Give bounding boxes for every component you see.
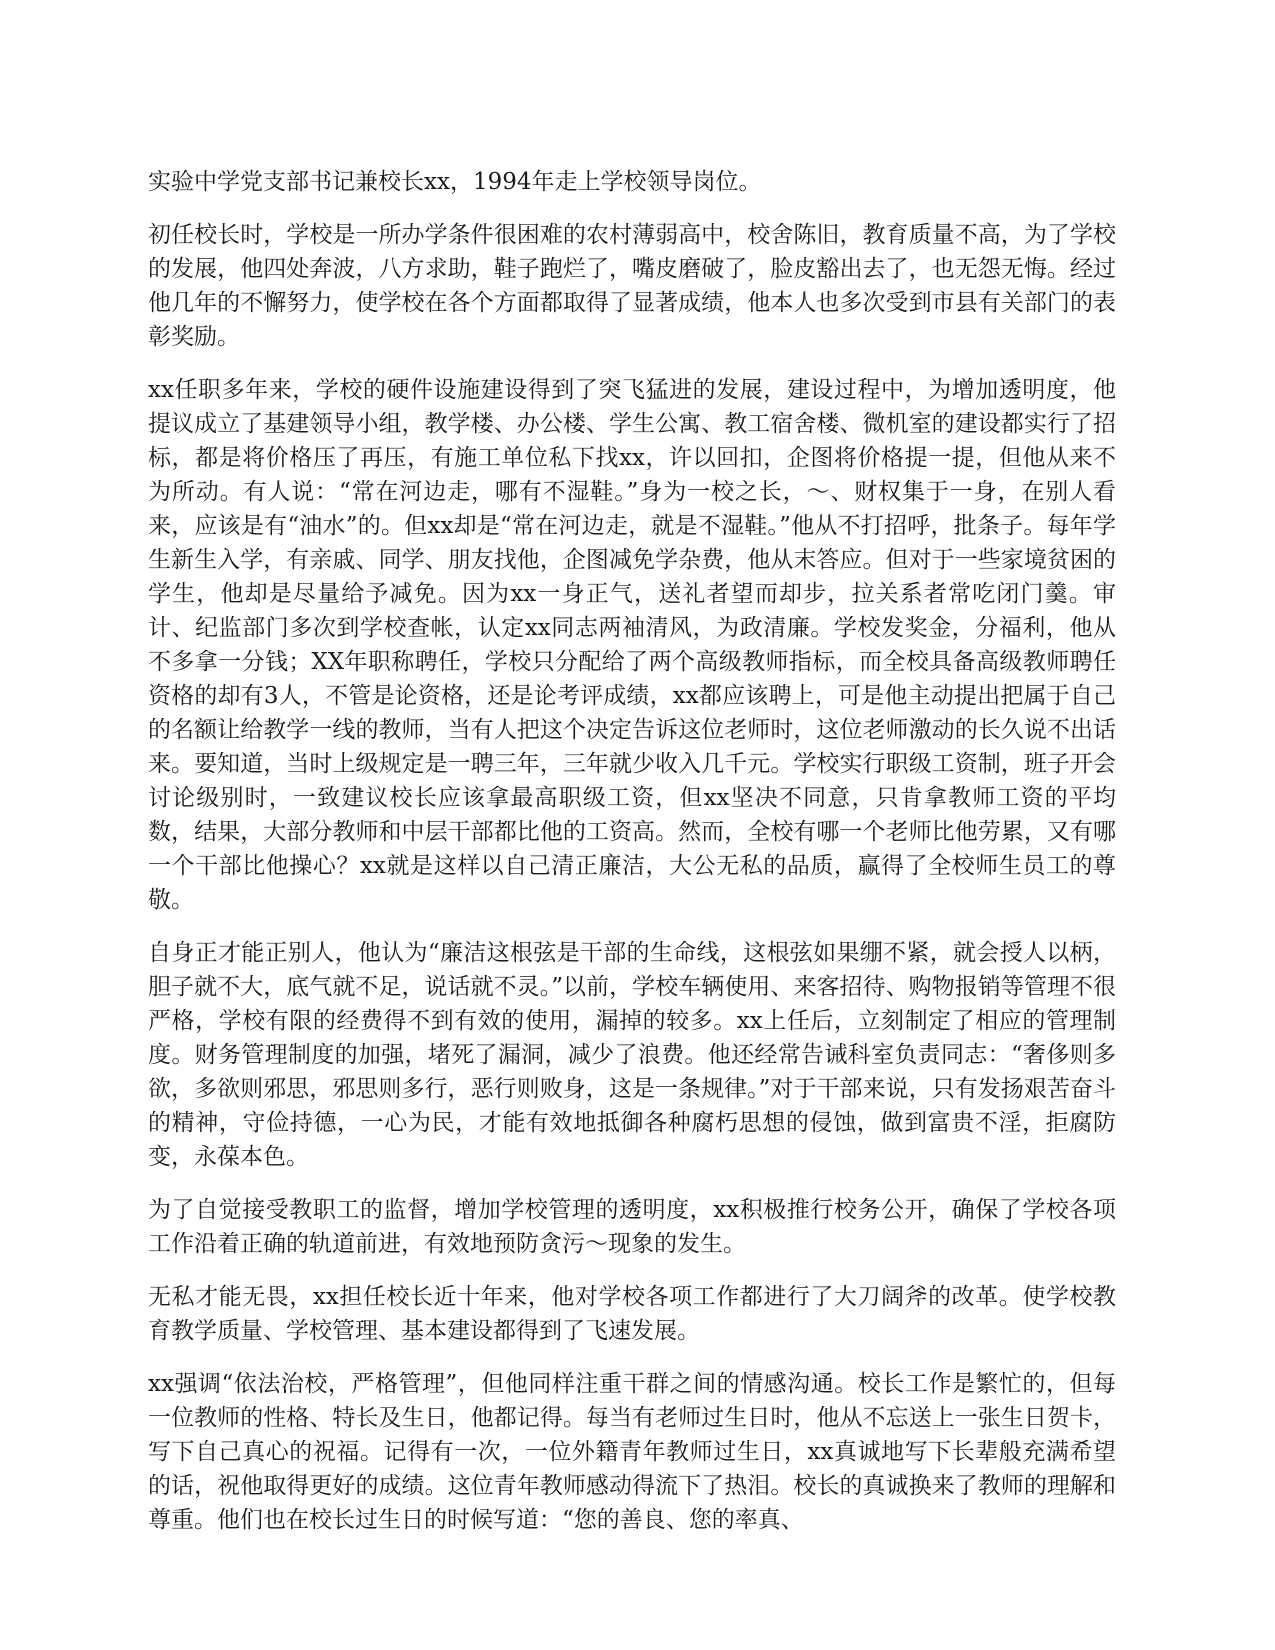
paragraph-6: 无私才能无畏，xx担任校长近十年来，他对学校各项工作都进行了大刀阔斧的改革。使学校教育教学质量、学校管理、基本建设都得到了飞速发展。 <box>148 1284 1116 1344</box>
document-body <box>148 165 1116 1556</box>
paragraph-2: 初任校长时，学校是一所办学条件很困难的农村薄弱高中，校舍陈旧，教育质量不高，为了学校的发展，他四处奔波，八方求助，鞋子跑烂了，嘴皮磨破了，脸皮豁出去了，也无怨无悔。经过他几年的不懈努力，使学校在各个方面都取得了显著成绩，他本人也多次受到市县有关部门的表彰奖励。 <box>148 222 1116 350</box>
paragraph-5: 为了自觉接受教职工的监督，增加学校管理的透明度，xx积极推行校务公开，确保了学校各项工作沿着正确的轨道前进，有效地预防贪污～现象的发生。 <box>148 1197 1116 1257</box>
paragraph-3: xx任职多年来，学校的硬件设施建设得到了突飞猛进的发展，建设过程中，为增加透明度，他提议成立了基建领导小组，教学楼、办公楼、学生公寓、教工宿舍楼、微机室的建设都实行了招标，都是将价格压了再压，有施工单位私下找xx，许以回扣，企图将价格提一提，但他从来不为所动。有人说：“常在河边走，哪有不湿鞋。”身为一校之长，～、财权集于一身，在别人看来，应该是有“油水”的。但xx却是“常在河边走，就是不湿鞋。”他从不打招呼，批条子。每年学生新生入学，有亲戚、同学、朋友找他，企图减免学杂费，他从末答应。但对于一些家境贫困的学生，他却是尽量给予减免。因为xx一身正气，送礼者望而却步，拉关系者常吃闭门羹。审计、纪监部门多次到学校查帐，认定xx同志两袖清风，为政清廉。学校发奖金，分福利，他从不多拿一分钱；XX年职称聘任，学校只分配给了两个高级教师指标，而全校具备高级教师聘任资格的却有3人，不管是论资格，还是论考评成绩，xx都应该聘上，可是他主动提出把属于自己的名额让给教学一线的教师，当有人把这个决定告诉这位老师时，这位老师激动的长久说不出话来。要知道，当时上级规定是一聘三年，三年就少收入几千元。学校实行职级工资制，班子开会讨论级别时，一致建议校长应该拿最高职级工资，但xx坚决不同意，只肯拿教师工资的平均数，结果，大部分教师和中层干部都比他的工资高。然而，全校有哪一个老师比他劳累，又有哪一个干部比他操心？xx就是这样以自己清正廉洁，大公无私的品质，赢得了全校师生员工的尊敬。 <box>148 377 1116 913</box>
paragraph-1: 实验中学党支部书记兼校长xx，1994年走上学校领导岗位。 <box>148 169 762 195</box>
paragraph-4: 自身正才能正别人，他认为“廉洁这根弦是干部的生命线，这根弦如果绷不紧，就会授人以柄，胆子就不大，底气就不足，说话就不灵。”以前，学校车辆使用、来客招待、购物报销等管理不很严格，学校有限的经费得不到有效的使用，漏掉的较多。xx上任后，立刻制定了相应的管理制度。财务管理制度的加强，堵死了漏洞，减少了浪费。他还经常告诫科室负责同志：“奢侈则多欲，多欲则邪思，邪思则多行，恶行则败身，这是一条规律。”对于干部来说，只有发扬艰苦奋斗的精神，守俭持德，一心为民，才能有效地抵御各种腐朽思想的侵蚀，做到富贵不淫，拒腐防变，永葆本色。 <box>148 940 1116 1170</box>
paragraph-7: xx强调“依法治校，严格管理”，但他同样注重干群之间的情感沟通。校长工作是繁忙的，但每一位教师的性格、特长及生日，他都记得。每当有老师过生日时，他从不忘送上一张生日贺卡，写下自己真心的祝福。记得有一次，一位外籍青年教师过生日，xx真诚地写下长辈般充满希望的话，祝他取得更好的成绩。这位青年教师感动得流下了热泪。校长的真诚换来了教师的理解和尊重。他们也在校长过生日的时候写道：“您的善良、您的率真、 <box>148 1371 1116 1533</box>
